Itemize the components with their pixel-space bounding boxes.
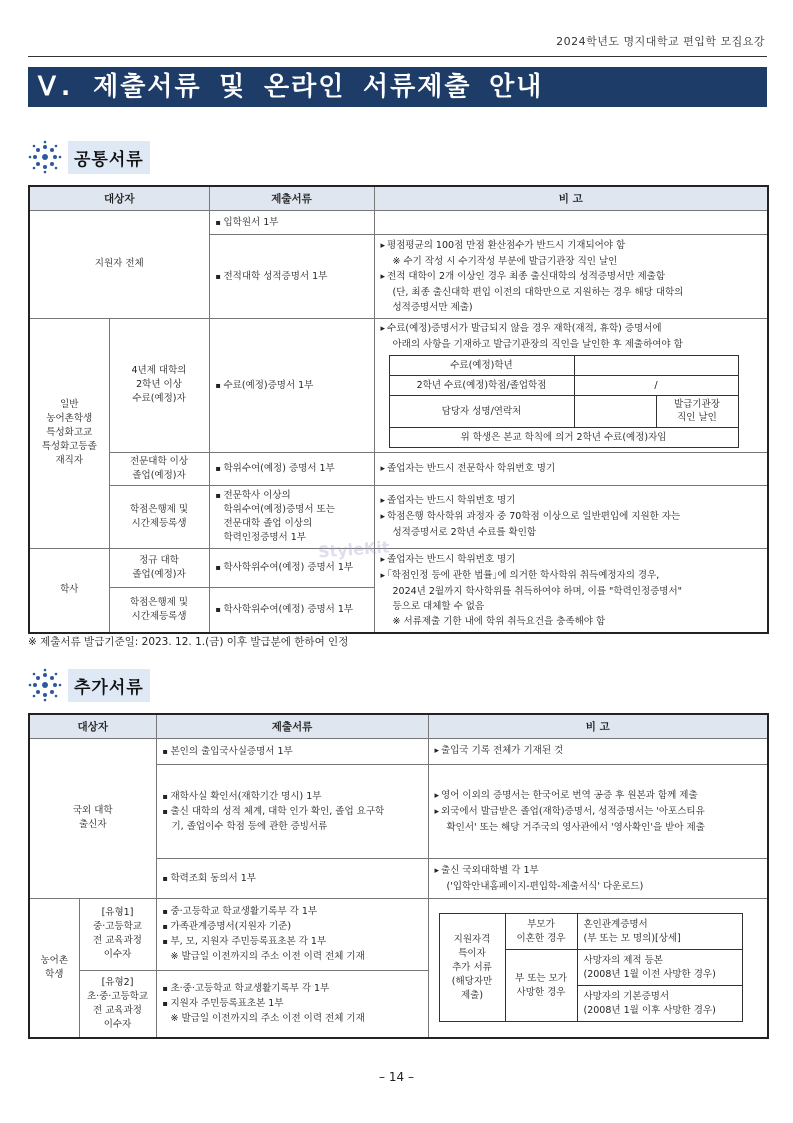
section-heading-common bbox=[28, 140, 150, 174]
special-cases-table: 지원자격 특이자 추가 서류 (해당자만 제출) 부모가 이혼한 경우 혼인관계증명서 (부 또는 모 명의)[상세] 부 또는 모가 사망한 경우 사망자의 제적 등본 (2008년 1월 이전 사망한 경우) 사망자의 기본증명서 (2008년 1월 이후 사망한 경우) bbox=[439, 913, 743, 1022]
doc-header: 2024학년도 명지대학교 편입학 모집요강 bbox=[556, 35, 765, 48]
header-rule bbox=[28, 56, 767, 57]
doc-credit-bank: ▪ 전문학사 이상의 학위수여(예정)증명서 또는 전문대학 졸업 이상의 학력인정증명서 1부 bbox=[209, 485, 374, 548]
emblem-icon bbox=[28, 668, 62, 702]
section-label: 공통서류 bbox=[68, 141, 150, 174]
target-regular: 정규 대학 졸업(예정)자 bbox=[109, 548, 209, 587]
col-header-docs: 제출서류 bbox=[209, 186, 374, 210]
doc-bachelor-1: ▪ 학사학위수여(예정) 증명서 1부 bbox=[209, 548, 374, 587]
doc-type1: ▪ 중·고등학교 학교생활기록부 각 1부 ▪ 가족관계증명서(지원자 기준) ▪ 부, 모, 지원자 주민등록표초본 각 1부 ※ 발급일 이전까지의 주소 이전 이력 전체 기재 bbox=[156, 898, 428, 970]
completion-form-table: 수료(예정)학년 2학년 수료(예정)학점/졸업학점 / 담당자 성명/연락처 발급기관장 직인 날인 위 학생은 본교 학칙에 의거 2학년 수료(예정)자임 bbox=[389, 355, 739, 448]
note-completion: ▸ 수료(예정)증명서가 발급되지 않을 경우 재학(재적, 휴학) 증명서에 아래의 사항을 기재하고 발급기관장의 직인을 날인한 후 제출하여야 함 수료(예정)학년 2학년 수료(예정)학점/졸업학점 / 담당자 성명/연락처 발급기관장 직인 날인 위 학생은 본교 학칙에 의거 2학년 수료(예정)자임 bbox=[374, 318, 768, 452]
target-all: 지원자 전체 bbox=[29, 210, 209, 318]
footnote: ※ 제출서류 발급기준일: 2023. 12. 1.(금) 이후 발급분에 한하여 인정 bbox=[28, 636, 349, 648]
doc-enrollment: ▪ 재학사실 확인서(재학기간 명시) 1부 ▪ 출신 대학의 성적 체계, 대학 인가 확인, 졸업 요구학 기, 졸업이수 학점 등에 관한 증빙서류 bbox=[156, 764, 428, 858]
watermark: StyleKit bbox=[317, 537, 391, 562]
doc-application: ▪ 입학원서 1부 bbox=[209, 210, 374, 234]
target-credit-bank-2: 학점은행제 및 시간제등록생 bbox=[109, 587, 209, 632]
doc-consent: ▪ 학력조회 동의서 1부 bbox=[156, 858, 428, 898]
special-cases-cell bbox=[428, 898, 768, 1038]
group-general: 일반 농어촌학생 특성화고교 특성화고등졸 재직자 bbox=[29, 318, 109, 548]
page-title: Ⅴ. 제출서류 및 온라인 서류제출 안내 bbox=[28, 67, 767, 107]
doc-bachelor-2: ▪ 학사학위수여(예정) 증명서 1부 bbox=[209, 587, 374, 632]
group-farm: 농어촌 학생 bbox=[29, 898, 79, 1038]
note-empty bbox=[374, 210, 768, 234]
note-credit-bank: ▸ 졸업자는 반드시 학위번호 명기 ▸ 학점은행 학사학위 과정자 중 70학점 이상으로 일반편입에 지원한 자는 성적증명서로 2학년 수료를 확인함 bbox=[374, 485, 768, 548]
col-header-target: 대상자 bbox=[29, 186, 209, 210]
section-label: 추가서류 bbox=[68, 669, 150, 702]
col-header-target: 대상자 bbox=[29, 714, 156, 738]
doc-degree: ▪ 학위수여(예정) 증명서 1부 bbox=[209, 452, 374, 485]
note-transcript: ▸ 평점평균의 100점 만점 환산점수가 반드시 기재되어야 함 ※ 수기 작성 시 수기작성 부분에 발급기관장 직인 날인 ▸ 전적 대학이 2개 이상인 경우 최종 출신대학의 성적증명서만 제출함 (단, 최종 출신대학 편입 이전의 대학만으로 지원하는 경우 해당 대학의 성적증명서만 제출) bbox=[374, 234, 768, 318]
note-degree: ▸ 졸업자는 반드시 전문학사 학위번호 명기 bbox=[374, 452, 768, 485]
target-credit-bank: 학점은행제 및 시간제등록생 bbox=[109, 485, 209, 548]
doc-transcript: ▪ 전적대학 성적증명서 1부 bbox=[209, 234, 374, 318]
common-docs-table bbox=[28, 185, 769, 634]
col-header-notes: 비 고 bbox=[374, 186, 768, 210]
col-header-docs: 제출서류 bbox=[156, 714, 428, 738]
note-immigration: ▸ 출입국 기록 전체가 기재된 것 bbox=[428, 738, 768, 764]
group-foreign: 국외 대학 출신자 bbox=[29, 738, 156, 898]
col-header-notes: 비 고 bbox=[428, 714, 768, 738]
group-bachelor: 학사 bbox=[29, 548, 109, 633]
note-consent: ▸ 출신 국외대학별 각 1부 ('입학안내홈페이지-편입학-제출서식' 다운로드) bbox=[428, 858, 768, 898]
doc-completion: ▪ 수료(예정)증명서 1부 bbox=[209, 318, 374, 452]
doc-immigration: ▪ 본인의 출입국사실증명서 1부 bbox=[156, 738, 428, 764]
target-type2: [유형2] 초·중·고등학교 전 교육과정 이수자 bbox=[79, 970, 156, 1038]
target-type1: [유형1] 중·고등학교 전 교육과정 이수자 bbox=[79, 898, 156, 970]
section-heading-additional bbox=[28, 668, 150, 702]
page-number: – 14 – bbox=[379, 1070, 414, 1084]
target-4yr: 4년제 대학의 2학년 이상 수료(예정)자 bbox=[109, 318, 209, 452]
target-college: 전문대학 이상 졸업(예정)자 bbox=[109, 452, 209, 485]
note-enrollment: ▸ 영어 이외의 증명서는 한국어로 번역 공증 후 원본과 함께 제출 ▸ 외국에서 발급받은 졸업(재학)증명서, 성적증명서는 '아포스티유 확인서' 또는 해당 거주국의 영사관에서 '영사확인'을 받아 제출 bbox=[428, 764, 768, 858]
emblem-icon bbox=[28, 140, 62, 174]
additional-docs-table bbox=[28, 713, 769, 1039]
note-bachelor: ▸ 졸업자는 반드시 학위번호 명기 ▸ ｢학점인정 등에 관한 법률｣에 의거한 학사학위 취득예정자의 경우, 2024년 2월까지 학사학위를 취득하여야 하며, 이를 "학력인정증명서" 등으로 대체할 수 없음 ※ 서류제출 기한 내에 학위 취득요건을 충족해야 함 bbox=[374, 548, 768, 633]
doc-type2: ▪ 초·중·고등학교 학교생활기록부 각 1부 ▪ 지원자 주민등록표초본 1부 ※ 발급일 이전까지의 주소 이전 이력 전체 기재 bbox=[156, 970, 428, 1038]
